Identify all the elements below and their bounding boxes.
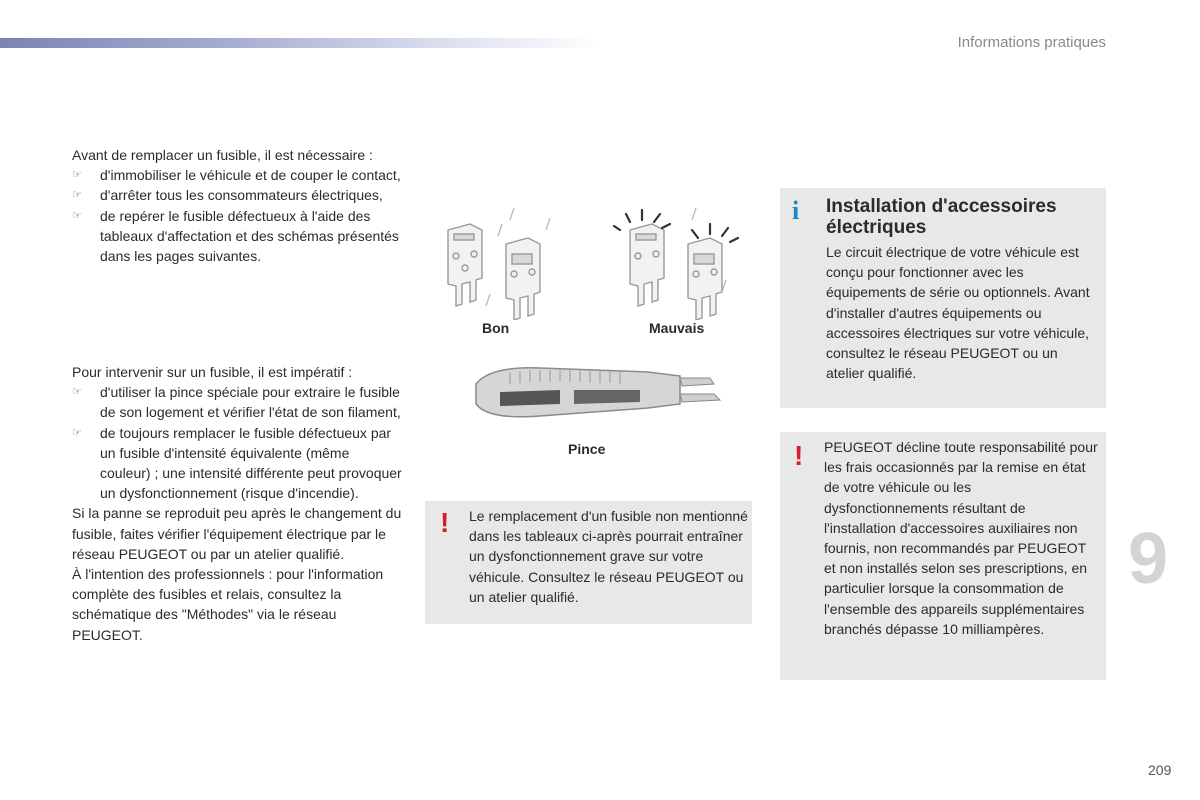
- intro2-text: Pour intervenir sur un fusible, il est impératif :: [72, 364, 353, 380]
- list-item: ☞ de repérer le fusible défectueux à l'aide des tableaux d'affectation et des schémas présentés dans les pages suivantes.: [72, 207, 399, 265]
- list-item: ☞ d'arrêter tous les consommateurs électriques,: [72, 185, 402, 205]
- responsibility-text: PEUGEOT décline toute responsabilité pour les frais occasionnés par la remise en état de votre véhicule ou les dysfonctionnements résultant de l'installation d'accessoires auxiliaires non fournis, non recommandés par PEUGEOT et non installés selon ses prescriptions, en particulier lorsque la consommation de l'ensemble des appareils supplémentaires branchés dépasse 10 milliampères.: [824, 439, 1098, 637]
- fuse-illustration: [430, 200, 760, 320]
- exclamation-icon: !: [794, 440, 804, 471]
- bad-fuse-2: [688, 238, 722, 320]
- chapter-number: 9: [1128, 519, 1169, 599]
- list-item: ☞ d'utiliser la pince spéciale pour extraire le fusible de son logement et vérifier l'état de son filament,: [72, 384, 401, 421]
- good-fuse-2: [506, 238, 540, 320]
- fuse-puller-illustration: [470, 360, 730, 430]
- intro-text: Avant de remplacer un fusible, il est nécessaire :: [72, 147, 373, 163]
- header-color-bar: [0, 38, 600, 48]
- list-item: ☞ d'immobiliser le véhicule et de couper le contact,: [72, 165, 402, 185]
- professionals-text: À l'intention des professionnels : pour l'information complète des fusibles et relais, consultez la schématique des "Méthodes" via le réseau PEUGEOT.: [72, 566, 384, 643]
- info-title: Installation d'accessoires électriques: [826, 196, 1057, 238]
- procedure-list: [72, 382, 402, 503]
- pointing-hand-icon: ☞: [72, 386, 82, 399]
- repeat-failure-text: Si la panne se reproduit peu après le changement du fusible, faites vérifier l'équipement électrique par le réseau PEUGEOT ou par un atelier qualifié.: [72, 505, 402, 562]
- prerequisite-list: [72, 165, 402, 266]
- section-title: Informations pratiques: [957, 34, 1106, 51]
- exclamation-icon: !: [440, 507, 450, 538]
- pointing-hand-icon: ☞: [72, 189, 82, 202]
- left-column-bottom: [72, 362, 402, 645]
- warning-text: Le remplacement d'un fusible non mentionné dans les tableaux ci-après pourrait entraîner un dysfonctionnement grave sur votre véhicule. Consultez le réseau PEUGEOT ou un atelier qualifié.: [469, 508, 748, 605]
- good-fuse-1: [448, 224, 482, 306]
- pointing-hand-icon: ☞: [72, 426, 82, 439]
- bad-fuse-1: [630, 224, 664, 306]
- label-bad: Mauvais: [649, 320, 705, 336]
- pointing-hand-icon: ☞: [72, 209, 82, 222]
- pointing-hand-icon: ☞: [72, 169, 82, 182]
- info-box: [780, 188, 1106, 408]
- warning-box-middle: [425, 501, 752, 624]
- info-icon: i: [792, 196, 800, 225]
- list-item: ☞ de toujours remplacer le fusible défectueux par un fusible d'intensité équivalente (même couleur) ; une intensité différente peut provoquer un dysfonctionnement (risque d'incendie).: [72, 424, 402, 502]
- page-number: 209: [1148, 762, 1172, 778]
- label-good: Bon: [482, 320, 510, 336]
- info-text: Le circuit électrique de votre véhicule est conçu pour fonctionner avec les équipements de série ou optionnels. Avant d'installer d'autres équipements ou accessoires électriques sur votre véhicule, consultez le réseau PEUGEOT ou un atelier qualifié.: [826, 244, 1090, 382]
- label-tool: Pince: [568, 441, 606, 457]
- left-column-top: [72, 145, 402, 266]
- warning-box-right: [780, 432, 1106, 680]
